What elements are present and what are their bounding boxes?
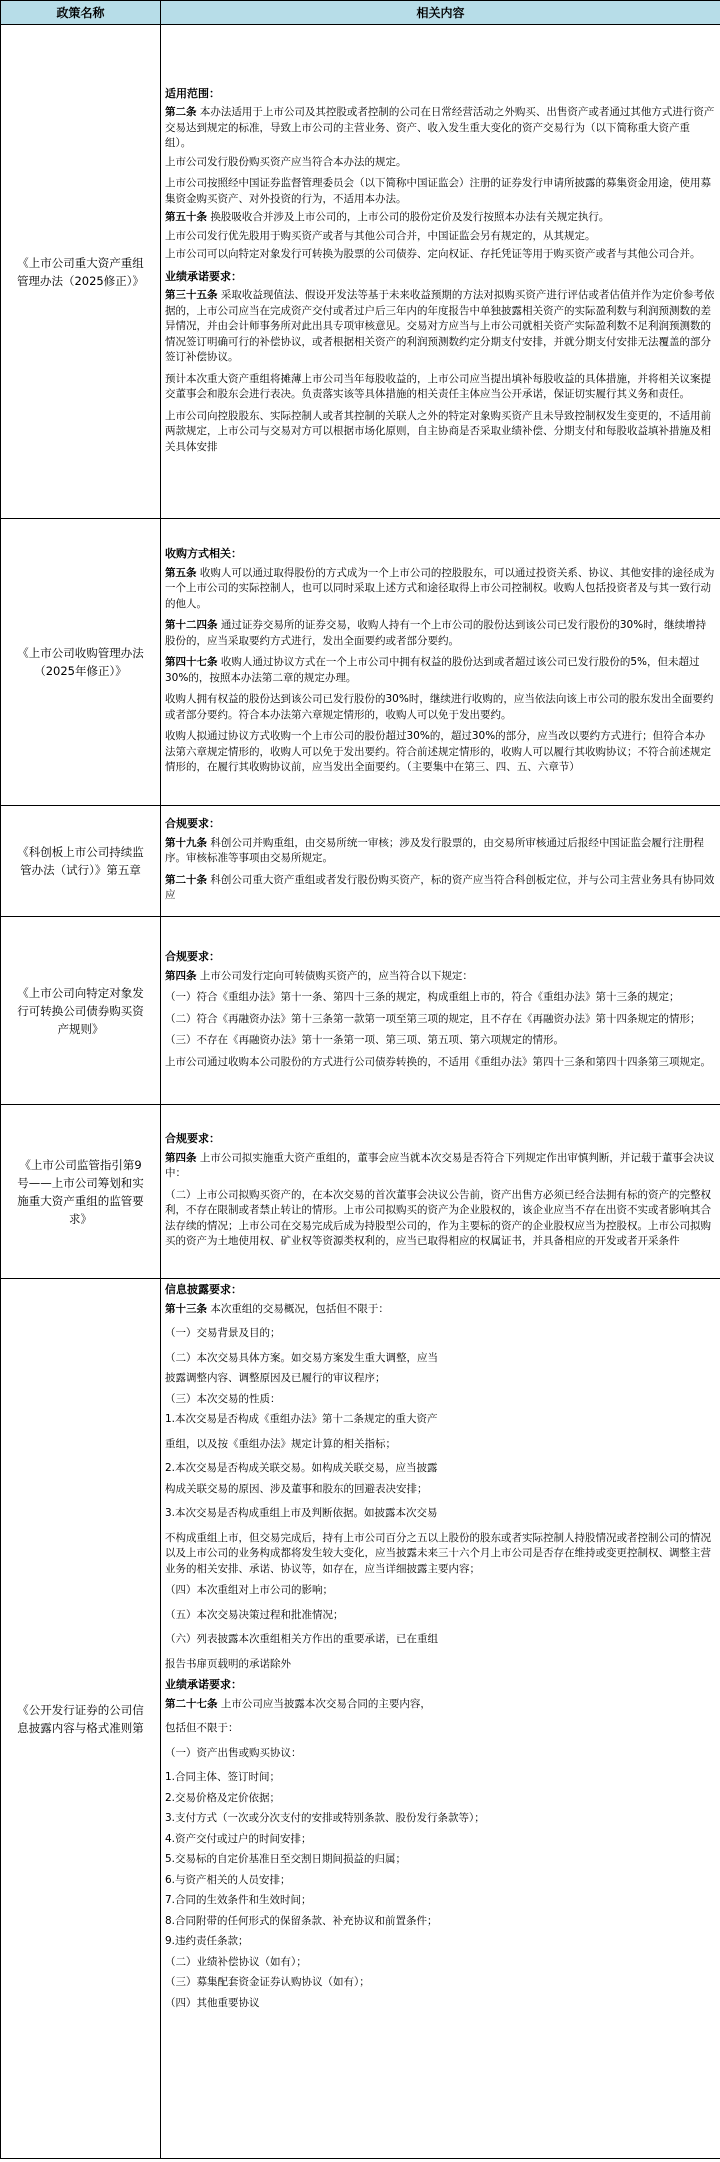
- policy-content: [161, 25, 720, 519]
- list-item: 2.本次交易是否构成关联交易。如构成关联交易，应当披露: [165, 1462, 438, 1474]
- policy-content: [161, 917, 720, 1105]
- list-item: 7.合同的生效条件和生效时间；: [165, 1894, 312, 1906]
- paragraph: 上市公司发行股份购买资产应当符合本办法的规定。: [165, 155, 407, 168]
- table-row: [1, 519, 720, 806]
- paragraph: 预计本次重大资产重组将摊薄上市公司当年每股收益的，上市公司应当提出填补每股收益的具体措施，并将相关议案提交董事会和股东会进行表决。负责落实该等具体措施的相关责任主体应当公开承诺，保证切实履行其义务和责任。: [165, 372, 711, 401]
- paragraph: 第二条 本办法适用于上市公司及其控股或者控制的公司在日常经营活动之外购买、出售资产或者通过其他方式进行资产交易达到规定的标准，导致上市公司的主营业务、资产、收入发生重大变化的资产交易行为（以下简称重大资产重组）。: [165, 106, 715, 150]
- paragraph: （二）符合《再融资办法》第十三条第一款第一项至第三项的规定，且不存在《再融资办法》第十四条规定的情形；: [165, 1012, 701, 1025]
- paragraph: 第二十七条 上市公司应当披露本次交易合同的主要内容，: [165, 1697, 431, 1710]
- list-item: 1.合同主体、签订时间；: [165, 1771, 281, 1783]
- paragraph: 上市公司按照经中国证券监督管理委员会（以下简称中国证监会）注册的证券发行申请所披露的募集资金用途，使用募集资金购买资产、对外投资的行为，不适用本办法。: [165, 177, 711, 205]
- list-item: 3.本次交易是否构成重组上市及判断依据。如披露本次交易: [165, 1507, 438, 1519]
- policy-content: [161, 806, 720, 917]
- paragraph: 第五十条 换股吸收合并涉及上市公司的，上市公司的股份定价及发行按照本办法有关规定执行。: [165, 211, 610, 224]
- list-item: 包括但不限于：: [165, 1722, 239, 1734]
- policy-name: 《上市公司监管指引第9号——上市公司筹划和实施重大资产重组的监管要求》: [1, 1105, 161, 1279]
- paragraph: 收购人拟通过协议方式收购一个上市公司的股份超过30%的，超过30%的部分，应当改以要约方式进行；但符合本办法第六章规定情形的，收购人可以免于发出要约。符合前述规定情形的，收购人可以履行其收购协议；不符合前述规定情形的，在履行其收购协议前，应当发出全面要约。（主要集中在第三、四、五、六章节）: [165, 730, 711, 774]
- paragraph: 上市公司通过收购本公司股份的方式进行公司债券转换的，不适用《重组办法》第四十三条和第四十四条第三项规定。: [165, 1055, 711, 1068]
- paragraph: 第四条 上市公司发行定向可转债购买资产的，应当符合以下规定：: [165, 969, 473, 982]
- policy-content: [161, 1105, 720, 1279]
- list-item: （三）募集配套资金证券认购协议（如有）；: [165, 1976, 370, 1988]
- header-row: [1, 1, 720, 25]
- list-item: （五）本次交易决策过程和批准情况；: [165, 1608, 344, 1621]
- paragraph: （三）不存在《再融资办法》第十一条第一项、第三项、第五项、第六项规定的情形。: [165, 1034, 564, 1046]
- paragraph: 第二十条 科创公司重大资产重组或者发行股份购买资产，标的资产应当符合科创板定位，并与公司主营业务具有协同效应: [165, 873, 715, 902]
- section-heading: 合规要求：: [165, 1132, 220, 1146]
- table-row: [1, 1279, 720, 2159]
- paragraph: （二）上市公司拟购买资产的，在本次交易的首次董事会决议公告前，资产出售方必须已经合法拥有标的资产的完整权利，不存在限制或者禁止转让的情形。上市公司拟购买的资产为企业股权的，该企业应当不存在出资不实或者影响其合法存续的情况；上市公司在交易完成后成为持股型公司的，作为主要标的资产的企业股权应当为控股权。上市公司拟购买的资产为土地使用权、矿业权等资源类权利的，应当已取得相应的权属证书，并具备相应的开发或者开采条件: [165, 1188, 711, 1248]
- paragraph: 第十三条 本次重组的交易概况，包括但不限于：: [165, 1302, 389, 1315]
- table-row: [1, 917, 720, 1105]
- header-policy-name: 政策名称: [1, 1, 161, 25]
- policy-name: 《上市公司向特定对象发行可转换公司债券购买资产规则》: [1, 917, 161, 1105]
- list-item: 9.违约责任条款；: [165, 1935, 249, 1947]
- list-item: 重组，以及按《重组办法》规定计算的相关指标；: [165, 1437, 396, 1450]
- list-item: 构成关联交易的原因、涉及董事和股东的回避表决安排；: [165, 1482, 428, 1495]
- table-row: [1, 25, 720, 519]
- list-item: 3.支付方式（一次或分次支付的安排或特别条款、股份发行条款等）；: [165, 1812, 485, 1824]
- paragraph: 上市公司向控股股东、实际控制人或者其控制的关联人之外的特定对象购买资产且未导致控制权发生变更的，不适用前两款规定，上市公司与交易对方可以根据市场化原则，自主协商是否采取业绩补偿、分期支付和每股收益填补措施及相关具体安排: [165, 409, 711, 453]
- list-item: （一）交易背景及目的；: [165, 1327, 281, 1339]
- list-item: （四）本次重组对上市公司的影响；: [165, 1584, 333, 1596]
- policy-name: 《科创板上市公司持续监管办法（试行）》第五章: [1, 806, 161, 917]
- policy-name: 《公开发行证券的公司信息披露内容与格式准则第: [1, 1279, 161, 2159]
- paragraph: 收购人拥有权益的股份达到该公司已发行股份的30%时，继续进行收购的，应当依法向该上市公司的股东发出全面要约或者部分要约。符合本办法第六章规定情形的，收购人可以免于发出要约。: [165, 693, 714, 721]
- section-heading: 收购方式相关：: [165, 547, 242, 561]
- list-item: 披露调整内容、调整原因及已履行的审议程序；: [165, 1372, 386, 1384]
- list-item: （三）本次交易的性质：: [165, 1392, 281, 1405]
- list-item: 1.本次交易是否构成《重组办法》第十二条规定的重大资产: [165, 1413, 438, 1425]
- header-content: 相关内容: [161, 1, 720, 25]
- paragraph: 不构成重组上市，但交易完成后，持有上市公司百分之五以上股份的股东或者实际控制人持股情况或者控制公司的情况以及上市公司的业务构成都将发生较大变化，应当披露未来三十六个月上市公司是否存在维持或变更控制权、调整主营业务的相关安排、承诺、协议等，如存在，应当详细披露主要内容；: [165, 1531, 711, 1575]
- list-item: 5.交易标的自定价基准日至交割日期间损益的归属；: [165, 1853, 407, 1865]
- policy-content: [161, 1279, 720, 2159]
- table-row: [1, 806, 720, 917]
- list-item: （六）列表披露本次重组相关方作出的重要承诺，已在重组: [165, 1633, 438, 1645]
- paragraph: 第十二四条 通过证券交易所的证券交易，收购人持有一个上市公司的股份达到该公司已发行股份的30%时，继续增持股份的，应当采取要约方式进行，发出全面要约或者部分要约。: [165, 619, 707, 647]
- list-item: （二）本次交易具体方案。如交易方案发生重大调整，应当: [165, 1351, 438, 1364]
- section-heading: 合规要求：: [165, 950, 220, 963]
- list-item: （二）业绩补偿协议（如有）；: [165, 1955, 307, 1968]
- section-heading: 合规要求：: [165, 817, 220, 831]
- list-item: 6.与资产相关的人员安排；: [165, 1873, 291, 1886]
- list-item: 报告书扉页载明的承诺除外: [165, 1657, 291, 1670]
- policy-name: 《上市公司重大资产重组管理办法（2025修正）》: [1, 25, 161, 519]
- section-heading: 业绩承诺要求：: [165, 269, 242, 283]
- policy-name: 《上市公司收购管理办法（2025年修正）》: [1, 519, 161, 806]
- list-item: 4.资产交付或过户的时间安排；: [165, 1832, 312, 1845]
- paragraph: 第三十五条 采取收益现值法、假设开发法等基于未来收益预期的方法对拟购买资产进行评估或者估值并作为定价参考依据的，上市公司应当在完成资产交付或者过户后三年内的年度报告中单独披露相关资产的实际盈利数与利润预测数的差异情况，并由会计师事务所对此出具专项审核意见。交易对方应当与上市公司就相关资产实际盈利数不足利润预测数的情况签订明确可行的补偿协议，或者根据相关资产的利润预测数约定分期支付安排，并就分期支付安排无法覆盖的部分签订补偿协议。: [165, 289, 715, 364]
- list-item: 2.交易价格及定价依据；: [165, 1791, 281, 1804]
- paragraph: 第十九条 科创公司并购重组，由交易所统一审核；涉及发行股票的，由交易所审核通过后报经中国证监会履行注册程序。审核标准等事项由交易所规定。: [165, 836, 704, 865]
- section-heading: 适用范围：: [165, 86, 220, 100]
- list-item: 8.合同附带的任何形式的保留条款、补充协议和前置条件；: [165, 1914, 438, 1927]
- section-heading: 信息披露要求：: [165, 1283, 242, 1296]
- paragraph: 第四条 上市公司拟实施重大资产重组的，董事会应当就本次交易是否符合下列规定作出审慎判断，并记载于董事会决议中：: [165, 1151, 715, 1180]
- section-heading: 业绩承诺要求：: [165, 1678, 242, 1691]
- paragraph: 上市公司可以向特定对象发行可转换为股票的公司债券、定向权证、存托凭证等用于购买资产或者与其他公司合并。: [165, 248, 701, 261]
- paragraph: 第四十七条 收购人通过协议方式在一个上市公司中拥有权益的股份达到或者超过该公司已发行股份的5%，但未超过30%的，按照本办法第二章的规定办理。: [165, 656, 700, 684]
- table-row: [1, 1105, 720, 1279]
- list-item: （一）资产出售或购买协议：: [165, 1746, 302, 1759]
- paragraph: （一）符合《重组办法》第十一条、第四十三条的规定，构成重组上市的，符合《重组办法》第十三条的规定；: [165, 991, 680, 1003]
- paragraph: 第五条 收购人可以通过取得股份的方式成为一个上市公司的控股股东，可以通过投资关系、协议、其他安排的途径成为一个上市公司的实际控制人，也可以同时采取上述方式和途径取得上市公司控制权。收购人包括投资者及与其一致行动的他人。: [165, 566, 715, 610]
- paragraph: 上市公司发行优先股用于购买资产或者与其他公司合并，中国证监会另有规定的，从其规定。: [165, 229, 596, 242]
- list-item: （四）其他重要协议: [165, 1996, 260, 2009]
- policy-content: [161, 519, 720, 806]
